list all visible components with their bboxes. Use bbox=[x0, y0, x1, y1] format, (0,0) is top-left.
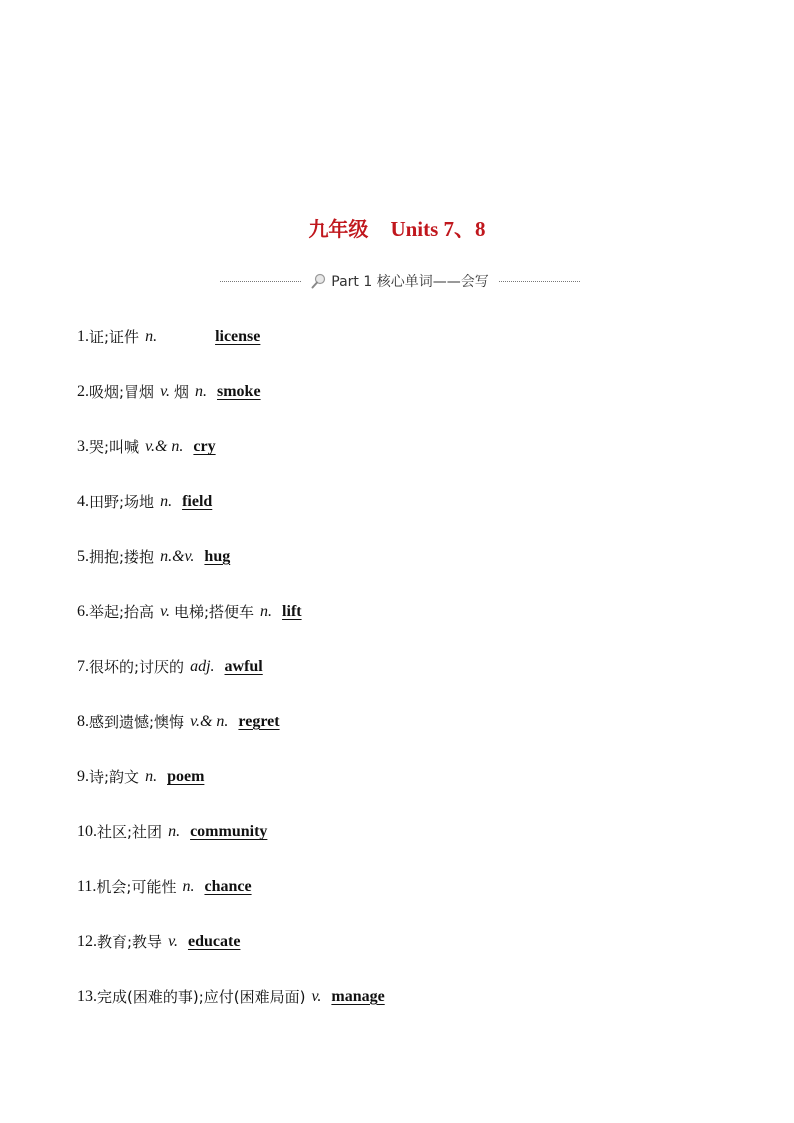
left-dotted-rule bbox=[220, 281, 301, 282]
page-title bbox=[0, 213, 794, 243]
answer: poem bbox=[167, 768, 205, 785]
right-dotted-rule bbox=[499, 281, 580, 282]
part-header bbox=[220, 270, 580, 292]
list-item: 6. 举起;抬高 v. 电梯;搭便车 n. lift bbox=[77, 603, 302, 621]
list-item: 10. 社区;社团 n. community bbox=[77, 823, 268, 841]
answer: license bbox=[215, 328, 261, 345]
title-units: Units 7、8 bbox=[390, 217, 486, 241]
answer: lift bbox=[282, 603, 302, 620]
vocabulary-list bbox=[77, 326, 757, 1041]
list-item: 2. 吸烟;冒烟 v. 烟 n. smoke bbox=[77, 383, 261, 401]
title-grade: 九年级 bbox=[308, 217, 369, 241]
answer: chance bbox=[204, 878, 252, 895]
answer: community bbox=[190, 823, 268, 840]
part-label: Part 1 核心单词——会写 bbox=[331, 274, 489, 290]
answer: smoke bbox=[217, 383, 261, 400]
answer: regret bbox=[238, 713, 280, 730]
list-item: 9. 诗;韵文 n. poem bbox=[77, 768, 205, 786]
list-item: 11. 机会;可能性 n. chance bbox=[77, 878, 252, 896]
list-item: 7. 很坏的;讨厌的 adj. awful bbox=[77, 658, 263, 676]
list-item: 13. 完成(困难的事);应付(困难局面) v. manage bbox=[77, 988, 385, 1006]
list-item: 3. 哭;叫喊 v.& n. cry bbox=[77, 438, 216, 456]
answer: hug bbox=[204, 548, 231, 565]
list-item: 8. 感到遗憾;懊悔 v.& n. regret bbox=[77, 713, 280, 731]
list-item: 12. 教育;教导 v. educate bbox=[77, 933, 241, 951]
answer: awful bbox=[224, 658, 263, 675]
answer: educate bbox=[187, 933, 241, 950]
list-item: 1. 证;证件 n. license bbox=[77, 328, 261, 346]
answer: cry bbox=[193, 438, 216, 455]
answer: manage bbox=[331, 988, 385, 1005]
magnifier-icon bbox=[311, 273, 327, 289]
answer: field bbox=[182, 493, 213, 510]
list-item: 5. 拥抱;搂抱 n.&v. hug bbox=[77, 548, 231, 566]
list-item: 4. 田野;场地 n. field bbox=[77, 493, 213, 511]
